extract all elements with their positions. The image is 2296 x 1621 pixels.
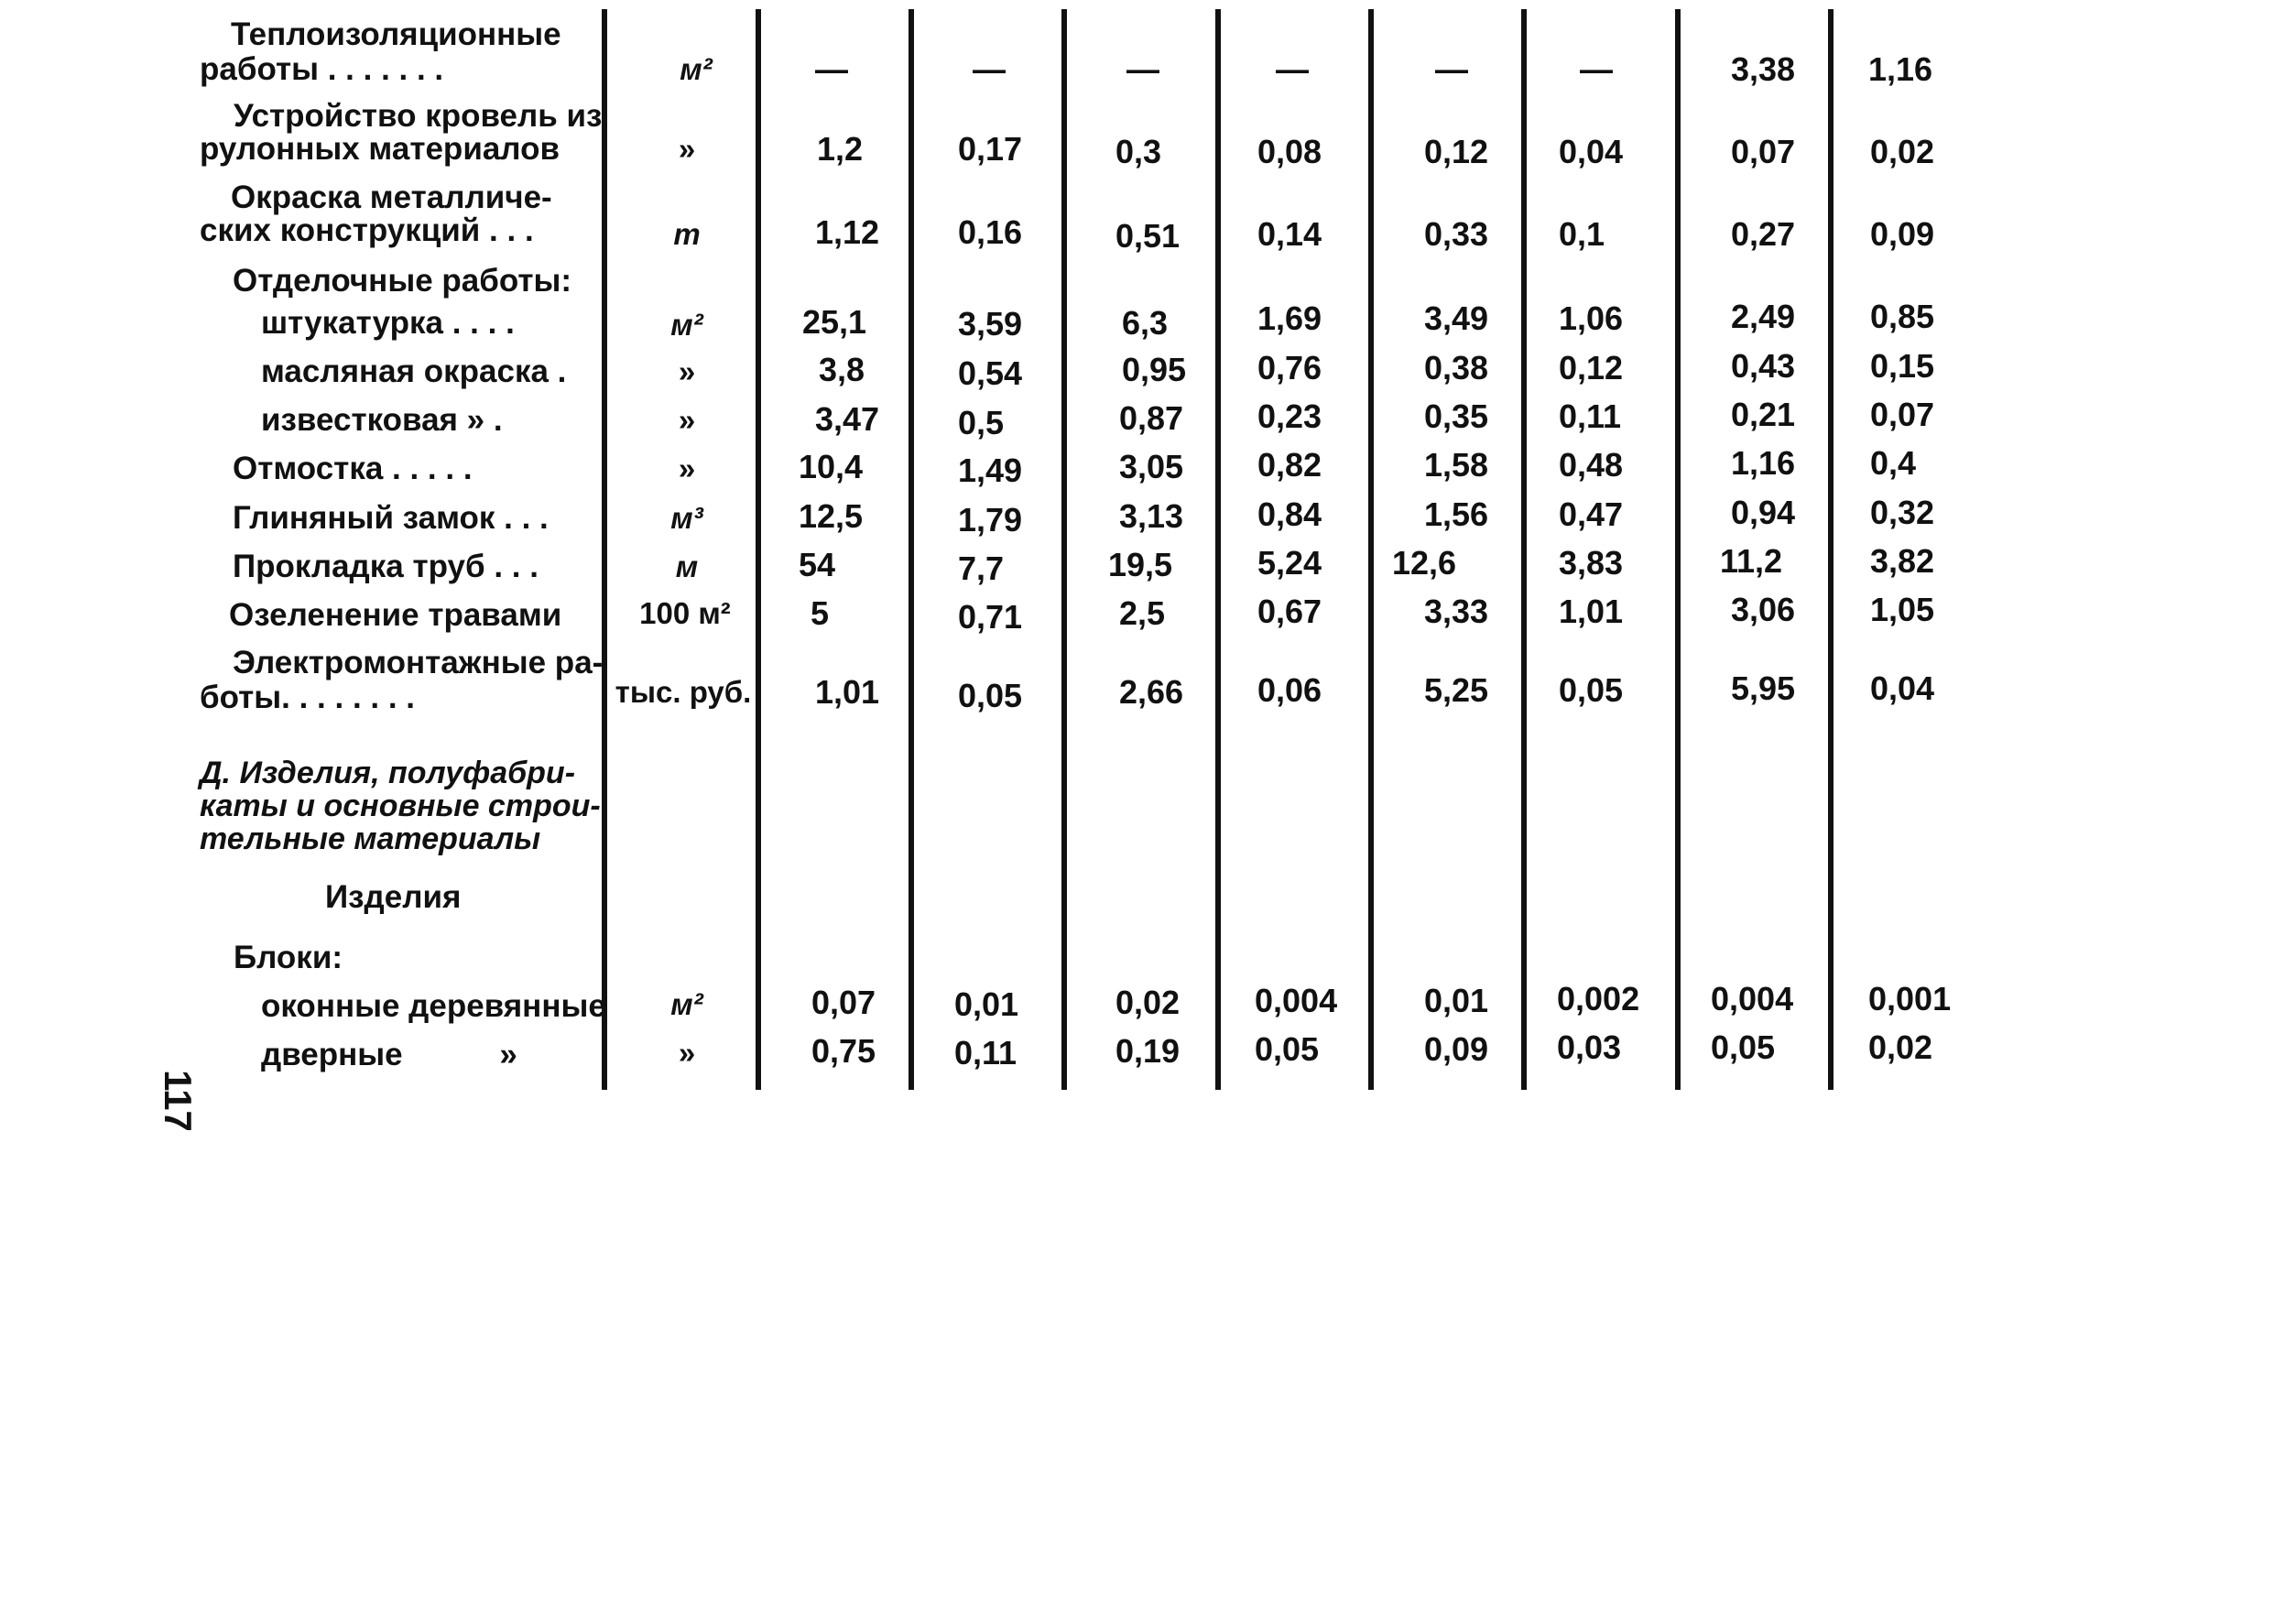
value-cell: 1,06 bbox=[1559, 299, 1624, 337]
row-label: Устройство кровель из bbox=[234, 98, 603, 134]
row-label: оконные деревянные bbox=[261, 988, 606, 1024]
value-cell: 0,04 bbox=[1870, 669, 1935, 707]
value-cell: 0,38 bbox=[1424, 349, 1489, 386]
value-cell: 3,47 bbox=[815, 400, 880, 438]
row-label: Прокладка труб . . . bbox=[233, 549, 539, 584]
value-cell: 0,17 bbox=[958, 130, 1023, 168]
value-cell: — bbox=[1580, 50, 1613, 88]
column-divider bbox=[1368, 9, 1374, 1090]
value-cell: 0,02 bbox=[1115, 984, 1181, 1021]
value-cell: 1,16 bbox=[1868, 50, 1933, 88]
value-cell: 3,8 bbox=[819, 351, 865, 388]
value-cell: 7,7 bbox=[958, 549, 1005, 587]
value-cell: 0,03 bbox=[1557, 1028, 1622, 1066]
value-cell: 3,06 bbox=[1731, 591, 1796, 628]
value-cell: 0,05 bbox=[1559, 671, 1624, 709]
value-cell: 25,1 bbox=[802, 303, 867, 341]
unit-cell: » bbox=[678, 1036, 696, 1070]
value-cell: 0,1 bbox=[1559, 215, 1605, 253]
row-label: Теплоизоляционные bbox=[231, 16, 561, 52]
value-cell: — bbox=[815, 50, 848, 88]
value-cell: 12,5 bbox=[799, 497, 864, 535]
value-cell: 5,25 bbox=[1424, 671, 1489, 709]
value-cell: 0,33 bbox=[1424, 215, 1489, 253]
column-divider bbox=[1828, 9, 1834, 1090]
value-cell: 0,94 bbox=[1731, 494, 1796, 531]
value-cell: 1,05 bbox=[1870, 591, 1935, 628]
value-cell: 0,11 bbox=[954, 1034, 1017, 1072]
row-label: Окраска металличе- bbox=[231, 180, 552, 215]
value-cell: 0,07 bbox=[1870, 396, 1935, 433]
row-label: Отмостка . . . . . bbox=[233, 451, 473, 486]
column-divider bbox=[1675, 9, 1681, 1090]
value-cell: 0,001 bbox=[1868, 980, 1952, 1017]
value-cell: 3,38 bbox=[1731, 50, 1796, 88]
value-cell: 3,49 bbox=[1424, 299, 1489, 337]
value-cell: 54 bbox=[799, 546, 836, 583]
value-cell: 0,19 bbox=[1115, 1032, 1181, 1070]
value-cell: 0,23 bbox=[1257, 397, 1322, 435]
value-cell: 6,3 bbox=[1122, 304, 1169, 342]
value-cell: — bbox=[1126, 50, 1159, 88]
unit-cell: м bbox=[675, 549, 699, 583]
value-cell: 0,35 bbox=[1424, 397, 1489, 435]
value-cell: 1,79 bbox=[958, 501, 1023, 539]
value-cell: 0,09 bbox=[1424, 1030, 1489, 1068]
value-cell: — bbox=[973, 50, 1006, 88]
value-cell: 2,66 bbox=[1119, 673, 1184, 711]
column-divider bbox=[1215, 9, 1221, 1090]
value-cell: 0,05 bbox=[1255, 1030, 1320, 1068]
unit-cell: » bbox=[678, 403, 696, 437]
unit-cell: м² bbox=[680, 52, 713, 86]
value-cell: 0,08 bbox=[1257, 133, 1322, 170]
section-heading: Д. Изделия, полуфабри- bbox=[200, 756, 576, 790]
value-cell: 0,84 bbox=[1257, 495, 1322, 533]
value-cell: 0,75 bbox=[811, 1032, 876, 1070]
value-cell: 3,82 bbox=[1870, 542, 1935, 580]
value-cell: 0,05 bbox=[1711, 1028, 1776, 1066]
page-number: 117 bbox=[156, 1070, 200, 1132]
row-label: штукатурка . . . . bbox=[261, 305, 515, 341]
value-cell: 0,5 bbox=[958, 404, 1005, 441]
value-cell: 0,21 bbox=[1731, 396, 1796, 433]
column-divider bbox=[909, 9, 914, 1090]
value-cell: 1,49 bbox=[958, 451, 1023, 489]
column-divider bbox=[602, 9, 607, 1090]
value-cell: 2,49 bbox=[1731, 298, 1796, 335]
value-cell: 0,3 bbox=[1115, 133, 1162, 170]
value-cell: 3,33 bbox=[1424, 593, 1489, 630]
value-cell: 5,24 bbox=[1257, 544, 1322, 582]
value-cell: 0,85 bbox=[1870, 298, 1935, 335]
value-cell: 0,05 bbox=[958, 677, 1023, 714]
column-divider bbox=[1061, 9, 1067, 1090]
group-heading: Блоки: bbox=[234, 940, 343, 975]
subsection-heading: Изделия bbox=[325, 879, 462, 915]
value-cell: 1,56 bbox=[1424, 495, 1489, 533]
value-cell: 0,01 bbox=[1424, 982, 1489, 1019]
value-cell: 3,13 bbox=[1119, 497, 1184, 535]
value-cell: 0,04 bbox=[1559, 133, 1624, 170]
row-label: рулонных материалов bbox=[200, 131, 560, 167]
value-cell: 1,12 bbox=[815, 213, 880, 251]
value-cell: 0,48 bbox=[1559, 446, 1624, 484]
value-cell: 0,76 bbox=[1257, 349, 1322, 386]
value-cell: 0,07 bbox=[1731, 133, 1796, 170]
value-cell: 0,82 bbox=[1257, 446, 1322, 484]
value-cell: 0,87 bbox=[1119, 399, 1184, 437]
section-heading: тельные материалы bbox=[200, 821, 541, 856]
unit-cell: » bbox=[678, 132, 696, 166]
value-cell: 0,02 bbox=[1870, 133, 1935, 170]
value-cell: 3,59 bbox=[958, 305, 1023, 343]
value-cell: 0,95 bbox=[1122, 351, 1187, 388]
value-cell: 1,58 bbox=[1424, 446, 1489, 484]
unit-cell: 100 м² bbox=[639, 596, 731, 630]
value-cell: 0,02 bbox=[1868, 1028, 1933, 1066]
value-cell: — bbox=[1435, 50, 1468, 88]
value-cell: 0,002 bbox=[1557, 980, 1640, 1017]
value-cell: 0,06 bbox=[1257, 671, 1322, 709]
unit-cell: » bbox=[678, 451, 696, 485]
value-cell: 0,43 bbox=[1731, 347, 1796, 385]
value-cell: 0,12 bbox=[1559, 349, 1624, 386]
column-divider bbox=[1521, 9, 1527, 1090]
value-cell: 0,01 bbox=[954, 985, 1019, 1023]
value-cell: 0,27 bbox=[1731, 215, 1796, 253]
value-cell: 11,2 bbox=[1720, 542, 1783, 580]
value-cell: 12,6 bbox=[1392, 544, 1457, 582]
value-cell: 0,67 bbox=[1257, 593, 1322, 630]
value-cell: 3,05 bbox=[1119, 448, 1184, 485]
value-cell: 1,16 bbox=[1731, 444, 1796, 482]
value-cell: 1,69 bbox=[1257, 299, 1322, 337]
row-label: Электромонтажные ра- bbox=[233, 645, 604, 680]
value-cell: 1,2 bbox=[817, 130, 864, 168]
value-cell: 0,15 bbox=[1870, 347, 1935, 385]
row-label: известковая » . bbox=[261, 402, 503, 438]
unit-cell: м² bbox=[670, 987, 703, 1021]
row-label: масляная окраска . bbox=[261, 354, 567, 389]
value-cell: 3,83 bbox=[1559, 544, 1624, 582]
value-cell: 0,09 bbox=[1870, 215, 1935, 253]
row-label: дверные » bbox=[261, 1037, 517, 1072]
value-cell: 1,01 bbox=[1559, 593, 1624, 630]
value-cell: 0,54 bbox=[958, 354, 1023, 392]
unit-cell: тыс. руб. bbox=[615, 675, 752, 709]
value-cell: 10,4 bbox=[799, 448, 864, 485]
value-cell: 0,16 bbox=[958, 213, 1023, 251]
value-cell: 0,32 bbox=[1870, 494, 1935, 531]
value-cell: 5 bbox=[811, 594, 830, 632]
value-cell: 0,11 bbox=[1559, 397, 1622, 435]
value-cell: 0,71 bbox=[958, 598, 1023, 636]
unit-cell: м³ bbox=[670, 501, 703, 535]
value-cell: 2,5 bbox=[1119, 594, 1166, 632]
value-cell: 0,47 bbox=[1559, 495, 1624, 533]
value-cell: 0,07 bbox=[811, 984, 876, 1021]
row-label: работы . . . . . . . bbox=[200, 51, 444, 87]
value-cell: 0,12 bbox=[1424, 133, 1489, 170]
value-cell: 1,01 bbox=[815, 673, 880, 711]
value-cell: — bbox=[1276, 50, 1309, 88]
value-cell: 0,14 bbox=[1257, 215, 1322, 253]
value-cell: 0,4 bbox=[1870, 444, 1917, 482]
value-cell: 19,5 bbox=[1108, 546, 1173, 583]
value-cell: 5,95 bbox=[1731, 669, 1796, 707]
value-cell: 0,004 bbox=[1711, 980, 1794, 1017]
row-label: Озеленение травами bbox=[229, 597, 562, 633]
row-label: боты. . . . . . . . bbox=[200, 680, 416, 715]
value-cell: 0,004 bbox=[1255, 982, 1338, 1019]
section-heading: каты и основные строи- bbox=[200, 789, 601, 823]
unit-cell: т bbox=[673, 217, 701, 251]
row-label: Глиняный замок . . . bbox=[233, 500, 549, 536]
section-heading: Отделочные работы: bbox=[233, 263, 572, 299]
unit-cell: м² bbox=[670, 308, 703, 342]
value-cell: 0,51 bbox=[1115, 217, 1181, 255]
row-label: ских конструкций . . . bbox=[200, 212, 534, 248]
unit-cell: » bbox=[678, 354, 696, 388]
